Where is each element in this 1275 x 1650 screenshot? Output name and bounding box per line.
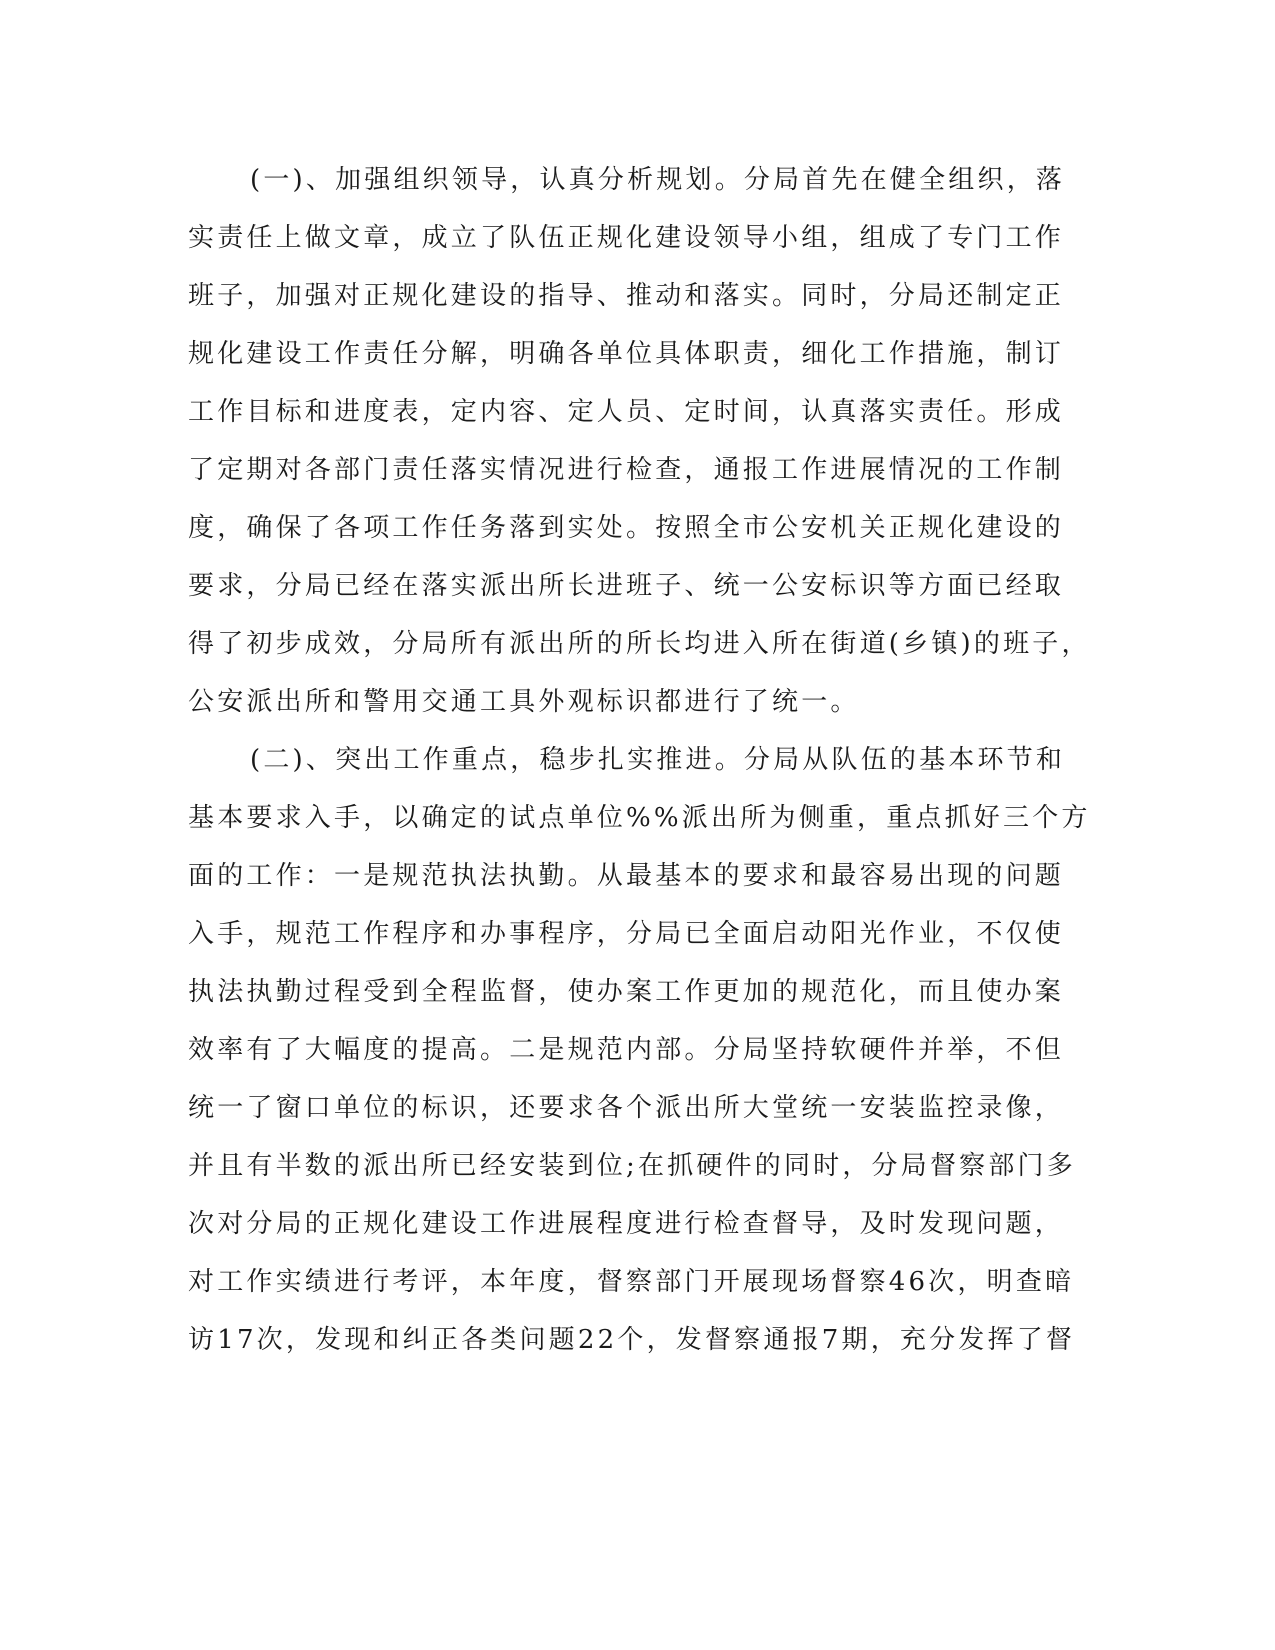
paragraph-1-line: 要求，分局已经在落实派出所长进班子、统一公安标识等方面已经取 [188, 571, 1065, 601]
paragraph-1-line: 得了初步成效，分局所有派出所的所长均进入所在街道(乡镇)的班子， [188, 629, 1091, 659]
paragraph-2-line: 执法执勤过程受到全程监督，使办案工作更加的规范化，而且使办案 [188, 977, 1065, 1007]
paragraph-2-line: 对工作实绩进行考评，本年度，督察部门开展现场督察46次，明查暗 [188, 1267, 1075, 1297]
paragraph-1-line: 班子，加强对正规化建设的指导、推动和落实。同时，分局还制定正 [188, 281, 1065, 311]
paragraph-1-line: 工作目标和进度表，定内容、定人员、定时间，认真落实责任。形成 [188, 397, 1065, 427]
paragraph-1-line: 实责任上做文章，成立了队伍正规化建设领导小组，组成了专门工作 [188, 223, 1065, 253]
paragraph-2-line: 基本要求入手，以确定的试点单位%%派出所为侧重，重点抓好三个方 [188, 803, 1091, 833]
paragraph-1-line: (一)、加强组织领导，认真分析规划。分局首先在健全组织，落 [250, 165, 1066, 195]
paragraph-1-line: 度，确保了各项工作任务落到实处。按照全市公安机关正规化建设的 [188, 513, 1065, 543]
paragraph-1-line: 规化建设工作责任分解，明确各单位具体职责，细化工作措施，制订 [188, 339, 1065, 369]
paragraph-1-line: 公安派出所和警用交通工具外观标识都进行了统一。 [188, 687, 860, 717]
paragraph-2-line: 入手，规范工作程序和办事程序，分局已全面启动阳光作业，不仅使 [188, 919, 1065, 949]
paragraph-2-line: 统一了窗口单位的标识，还要求各个派出所大堂统一安装监控录像， [188, 1093, 1065, 1123]
paragraph-2-line: 并且有半数的派出所已经安装到位;在抓硬件的同时，分局督察部门多 [188, 1151, 1076, 1181]
paragraph-1-line: 了定期对各部门责任落实情况进行检查，通报工作进展情况的工作制 [188, 455, 1065, 485]
paragraph-2-line: 效率有了大幅度的提高。二是规范内部。分局坚持软硬件并举，不但 [188, 1035, 1065, 1065]
paragraph-2-line: 面的工作：一是规范执法执勤。从最基本的要求和最容易出现的问题 [188, 861, 1065, 891]
paragraph-2-line: 访17次，发现和纠正各类问题22个，发督察通报7期，充分发挥了督 [188, 1325, 1076, 1355]
paragraph-2-line: 次对分局的正规化建设工作进展程度进行检查督导，及时发现问题， [188, 1209, 1065, 1239]
paragraph-2-line: (二)、突出工作重点，稳步扎实推进。分局从队伍的基本环节和 [250, 745, 1066, 775]
